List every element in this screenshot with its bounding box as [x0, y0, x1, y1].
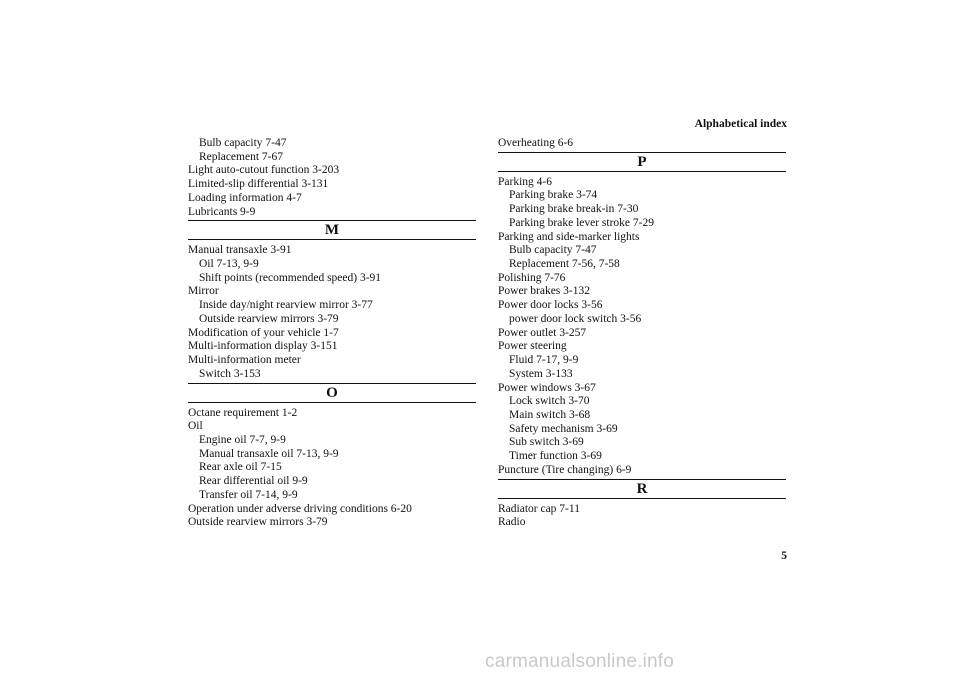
- index-subentry: Transfer oil 7-14, 9-9: [199, 488, 298, 501]
- section-letter-heading: O: [188, 383, 476, 403]
- index-subentry: Bulb capacity 7-47: [199, 137, 287, 149]
- index-subentry: Fluid 7-17, 9-9: [509, 354, 579, 367]
- index-subentry: Rear differential oil 9-9: [199, 475, 308, 488]
- page-number: 5: [781, 550, 787, 562]
- index-subentry: Shift points (recommended speed) 3-91: [199, 271, 382, 284]
- index-subentry: power door lock switch 3-56: [509, 312, 642, 325]
- index-entry: Loading information 4-7: [188, 191, 302, 204]
- index-subentry: Safety mechanism 3-69: [509, 422, 618, 435]
- section-letter-heading: M: [188, 220, 476, 240]
- index-subentry: System 3-133: [509, 367, 573, 380]
- page-header-title: Alphabetical index: [694, 118, 787, 130]
- index-entry: Mirror: [188, 285, 219, 298]
- index-entry: Power door locks 3-56: [498, 299, 603, 312]
- index-subentry: Replacement 7-56, 7-58: [509, 258, 620, 271]
- index-entry: Operation under adverse driving conditions 6-20: [188, 502, 412, 515]
- index-subentry: Parking brake break-in 7-30: [509, 203, 639, 216]
- index-entry: Oil: [188, 420, 203, 433]
- index-subentry: Lock switch 3-70: [509, 395, 590, 408]
- index-subentry: Rear axle oil 7-15: [199, 461, 282, 474]
- index-entry: Parking and side-marker lights: [498, 230, 640, 243]
- index-entry: Manual transaxle 3-91: [188, 244, 292, 257]
- index-subentry: Parking brake lever stroke 7-29: [509, 216, 654, 229]
- watermark-text: carmanualsonline.info: [485, 651, 675, 672]
- section-letter-heading: R: [498, 479, 786, 499]
- index-entry: Outside rearview mirrors 3-79: [188, 516, 328, 529]
- index-entry: Power steering: [498, 340, 567, 353]
- index-entry: Parking 4-6: [498, 175, 552, 188]
- index-entry: Polishing 7-76: [498, 271, 566, 284]
- section-letter-heading: P: [498, 152, 786, 172]
- index-entry: Multi-information display 3-151: [188, 340, 338, 353]
- index-entry: Puncture (Tire changing) 6-9: [498, 463, 632, 476]
- index-entry: Power outlet 3-257: [498, 326, 587, 339]
- index-subentry: Manual transaxle oil 7-13, 9-9: [199, 447, 339, 460]
- index-subentry: Oil 7-13, 9-9: [199, 258, 259, 271]
- index-column-left: [188, 137, 476, 530]
- index-subentry: Inside day/night rearview mirror 3-77: [199, 299, 373, 312]
- index-subentry: Bulb capacity 7-47: [509, 244, 597, 257]
- index-subentry: Switch 3-153: [199, 367, 261, 380]
- index-entry: Lubricants 9-9: [188, 205, 256, 218]
- index-column-right: [498, 137, 786, 530]
- index-entry: Radio: [498, 516, 526, 529]
- index-entry: Radiator cap 7-11: [498, 502, 580, 515]
- index-entry: Power brakes 3-132: [498, 285, 590, 298]
- index-entry: Light auto-cutout function 3-203: [188, 164, 340, 177]
- index-subentry: Outside rearview mirrors 3-79: [199, 312, 339, 325]
- index-entry: Power windows 3-67: [498, 381, 596, 394]
- index-subentry: Replacement 7-67: [199, 150, 283, 163]
- index-subentry: Main switch 3-68: [509, 408, 591, 421]
- index-entry: Octane requirement 1-2: [188, 406, 298, 419]
- index-subentry: Engine oil 7-7, 9-9: [199, 433, 286, 446]
- index-entry: Multi-information meter: [188, 354, 301, 367]
- index-subentry: Timer function 3-69: [509, 450, 602, 463]
- index-subentry: Parking brake 3-74: [509, 189, 598, 202]
- index-entry: Limited-slip differential 3-131: [188, 178, 329, 191]
- index-subentry: Sub switch 3-69: [509, 436, 584, 449]
- index-entry: Overheating 6-6: [498, 137, 574, 149]
- index-entry: Modification of your vehicle 1-7: [188, 326, 339, 339]
